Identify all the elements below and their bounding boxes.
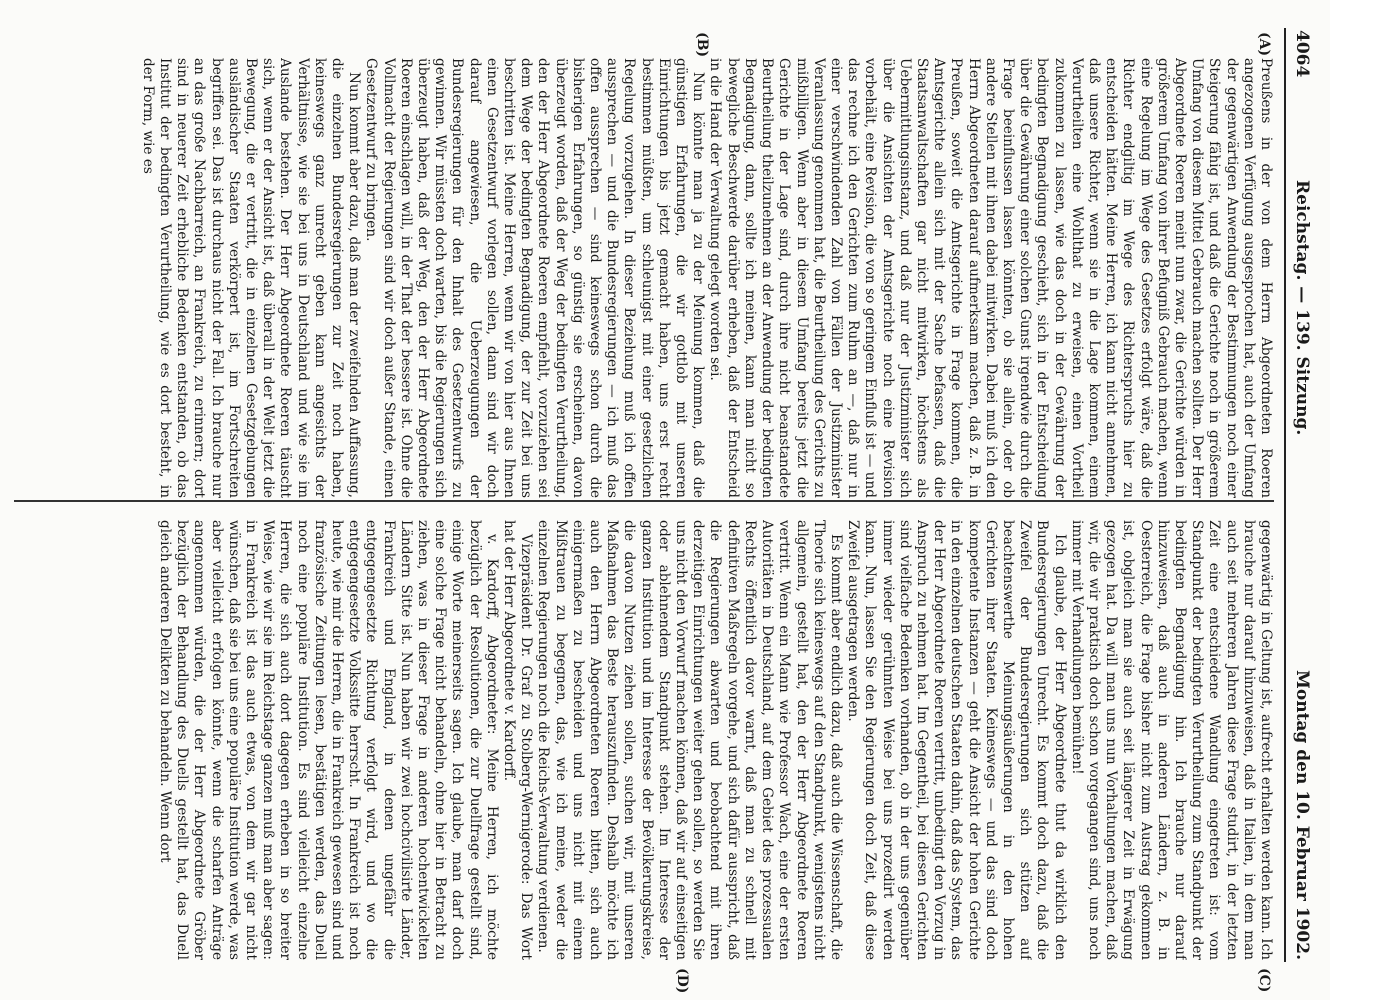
speaker-announcement: Vizepräsident Dr. Graf zu Stolberg-Wernigerode: Das Wort hat der Herr Abgeordnete v. Kardorff. <box>501 520 535 960</box>
paragraph: Nun könnte man ja zu der Meinung kommen, daß die günstigen Erfahrungen, die wir gottlob mit unseren Einrichtungen bis jetzt gemacht haben, uns erst recht bestimmen müßten, um schleunigst mit einer gesetzlichen Regelung vorzugehen. In dieser Beziehung muß ich offen aussprechen — und die Bundesregierungen — ich muß das offen aussprechen — sind keineswegs schon durch die bisherigen Erfahrungen, so günstig sie erscheinen, davon überzeugt worden, daß der Weg der bedingten Verurtheilung, den der Herr Abgeordnete Roeren empfiehlt, vorzuziehen sei dem Wege der bedingten Begnadigung, der zur Zeit bei uns beschritten ist. Meine Herren, wenn wir von hier aus Ihnen einen Gesetzentwurf vorlegen sollen, dann sind wir doch darauf angewiesen, die Ueberzeugungen der Bundesregierungen für den Inhalt des Gesetzentwurfs zu gewinnen. Wir müssten doch warten, bis die Regierungen sich überzeugt haben, daß der Weg, den der Herr Abgeordnete Roeren einschlagen will, in der That der bessere ist. Ohne die Vollmacht der Regierungen sind wir doch außer Stande, einen Gesetzentwurf zu bringen. <box>363 58 707 498</box>
paragraph: Nun kommt aber dazu, daß man der zweifelnden Auffassung, die einzelnen Bundesregierungen zur Zeit noch haben, keineswegs ganz unrecht geben kann angesichts der Verhältnisse, wie sie bei uns in Deutschland und wie sie im Auslande bestehen. Der Herr Abgeordnete Roeren täuscht sich, wenn er der Ansicht ist, daß überall in der Welt jetzt die Bewegung, die er vertritt, die in einzelnen Gesetzgebungen ausländischer Staaten verkörpert ist, im Fortschreiten begriffen sei. Das ist durchaus nicht der Fall. Ich brauche nur an das große Nachbarreich, an Frankreich, zu erinnern; dort sind in neuerer Zeit erhebliche Bedenken entstanden, ob das Institut der bedingten Verurtheilung, wie es dort besteht, in der Form, wie es <box>139 58 363 498</box>
margin-marker-b: (B) <box>694 32 710 58</box>
left-column <box>24 58 1274 498</box>
session-date: Montag den 10. Februar 1902. <box>1292 670 1312 960</box>
margin-marker-a: (A) <box>1256 32 1272 57</box>
page-number: 4064 <box>1292 30 1312 78</box>
right-column <box>24 520 1274 960</box>
margin-marker-d: (D) <box>674 968 690 994</box>
session-title: Reichstag. — 139. Sitzung. <box>1292 180 1312 436</box>
margin-marker-c: (C) <box>1256 968 1272 993</box>
column-divider <box>14 500 1274 502</box>
page-header <box>1286 30 1312 960</box>
paragraph: Ich glaube, der Herr Abgeordnete thut da wirklich den Bundesregierungen Unrecht. Es kommt doch dazu, daß die Zweifel der Bundesregierungen sich stützen auf beachtenswerthe Meinungsäußerungen in den hohen Gerichten ihrer Staaten. Keineswegs — und das sind doch kompetente Instanzen — geht die Ansicht der hohen Gerichte in den einzelnen deutschen Staaten dahin, daß das System, das der Herr Abgeordnete Roeren vertritt, unbedingt den Vorzug in Anspruch zu nehmen hat. Im Gegentheil, bei diesen Gerichten sind vielfache Bedenken vorhanden, ob in der uns gegenüber immer wieder gerühmten Weise bei uns prozedirt werden kann. Nun, lassen Sie den Regierungen doch Zeit, daß diese Zweifel ausgetragen werden. <box>845 520 1068 960</box>
speech-paragraph: v. Kardorff, Abgeordneter: Meine Herren, ich möchte bezüglich der Resolutionen, die zur Duellfrage gestellt sind, einige Worte meinerseits sagen. Ich glaube, man darf doch eine solche Frage nicht behandeln, ohne hier in Betracht zu ziehen, was in dieser Frage in anderen hochentwickelten Ländern Sitte ist. Nun haben wir zwei hochcivilisirte Länder, Frankreich und England, in denen ungefähr die entgegengesetzte Richtung verfolgt wird, und wo die entgegengesetzte Volkssitte herrscht. In Frankreich ist noch heute, wie mir die Herren, die in Frankreich gewesen sind und französische Zeitungen lesen, bestätigen werden, das Duell noch eine populäre Institution. Es sind vielleicht einzelne Herren, die sich auch dort dagegen erheben in so breiter Weise, wie wir sie im Reichstage ganzen muß man aber sagen: in Frankreich ist das auch etwas, von dem wir gar nicht wünschen, daß sie bei uns eine populäre Institution werde, was aber vielleicht erfolgen könnte, wenn die scharfen Anträge angenommen würden, die der Herr Abgeordnete Gröber bezüglich der Behandlung des Duells gestellt hat, das Duell gleich anderen Delikten zu behandeln. Wenn dort <box>157 520 500 960</box>
header-rule <box>1284 28 1286 962</box>
paragraph: gegenwärtig in Geltung ist, aufrecht erhalten werden kann. Ich brauche nur darauf hinzuweisen, daß in Italien, in dem man auch seit mehreren Jahren diese Frage studirt, in der letzten Zeit eine entschiedene Wandlung eingetreten ist: vom Standpunkt der bedingten Verurtheilung zum Standpunkt der bedingten Begnadigung hin. Ich brauche nur darauf hinzuweisen, daß auch in anderen Ländern, z. B. in Oesterreich, die Frage bisher nicht zum Austrag gekommen ist, obgleich man sie auch seit längerer Zeit in Erwägung gezogen hat. Da will man uns nun Vorhaltungen machen, daß wir, die wir praktisch doch schon vorgegangen sind, uns noch immer mit Verhandlungen bemühen! <box>1068 520 1274 960</box>
paragraph: Es kommt aber endlich dazu, daß auch die Wissenschaft, die Theorie sich keineswegs auf den Standpunkt, wenigstens nicht allgemein, gestellt hat, den der Herr Abgeordnete Roeren vertritt. Wenn ein Mann wie Professor Wach, eine der ersten Autoritäten in Deutschland, auf dem Gebiet des prozessualen Rechts öffentlich davor warnt, daß man zu schnell mit definitiven Maßregeln vorgehe, und sich dafür ausspricht, daß die Regierungen abwarten und beobachtend mit ihren derzeitigen Einrichtungen weiter gehen sollen, so werden Sie uns nicht den Vorwurf machen können, daß wir auf einseitigen oder ablehnendem Standpunkt stehen. Im Interesse der ganzen Institution und im Interesse der Bevölkerungskreise, die davon Nutzen ziehen sollen, suchen wir, mit unseren Maßnahmen das Beste herauszufinden. Deshalb möchte ich auch den Herrn Abgeordneten Roeren bitten, sich auch einigermaßen zu bescheiden und uns nicht mit einem Mißtrauen zu begegnen, das, wie ich meine, weder die einzelnen Regierungen noch die Reichs-Verwaltung verdienen. <box>535 520 844 960</box>
paragraph: Preußens in der von dem Herrn Abgeordneten Roeren angezogenen Verfügung ausgesprochen hat, auch der Umfang der gegenwärtigen Anwendung der Bestimmungen noch einer Steigerung fähig ist, und daß die Gerichte noch in größerem Umfang von diesem Mittel Gebrauch machen sollten. Der Herr Abgeordnete Roeren meint nun zwar, die Gerichte würden in größerem Umfang von ihrer Befugniß Gebrauch machen, wenn eine Regelung im Wege des Gesetzes erfolgt wäre, daß die Richter endgiltig im Wege des Richterspruchs hier zu entscheiden hätten. Meine Herren, ich kann nicht annehmen, daß unsere Richter, wenn sie in die Lage kommen, einem Verurtheilten eine Wohlthat zu erweisen, einen Vortheil zukommen zu lassen, wie das doch in der Gewährung der bedingten Begnadigung geschieht, sich in der Entscheidung über die Gewährung einer solchen Gunst irgendwie durch die Frage beeinflussen lassen könnten, ob sie allein, oder ob andere Stellen mit ihnen dabei mitwirken. Dabei muß ich den Herrn Abgeordneten darauf aufmerksam machen, daß z. B. in Preußen, soweit die Amtsgerichte in Frage kommen, die Amtsgerichte allein sich mit der Sache befassen, daß die Staatsanwaltschaften gar nicht mitwirken, höchstens als Uebermittlungsinstanz, und daß nur der Justizminister sich über die Ansichten der Amtsgerichte noch eine Revision vorbehält, eine Revision, die von so geringem Einfluß ist — und das rechne ich den Gerichten zum Ruhm an —, daß nur in einer verschwindenden Zahl von Fällen der Justizminister Veranlassung genommen hat, die Beurtheilung des Gerichts zu mißbilligen. Wenn aber in diesem Umfang bereits jetzt die Gerichte in der Lage sind, durch ihre nicht beanstandete Beurtheilung theilzunehmen an der Anwendung der bedingten Begnadigung, dann, sollte ich meinen, kann man nicht so bewegliche Beschwerde darüber erheben, daß der Entscheid in die Hand der Verwaltung gelegt worden sei. <box>707 58 1274 498</box>
